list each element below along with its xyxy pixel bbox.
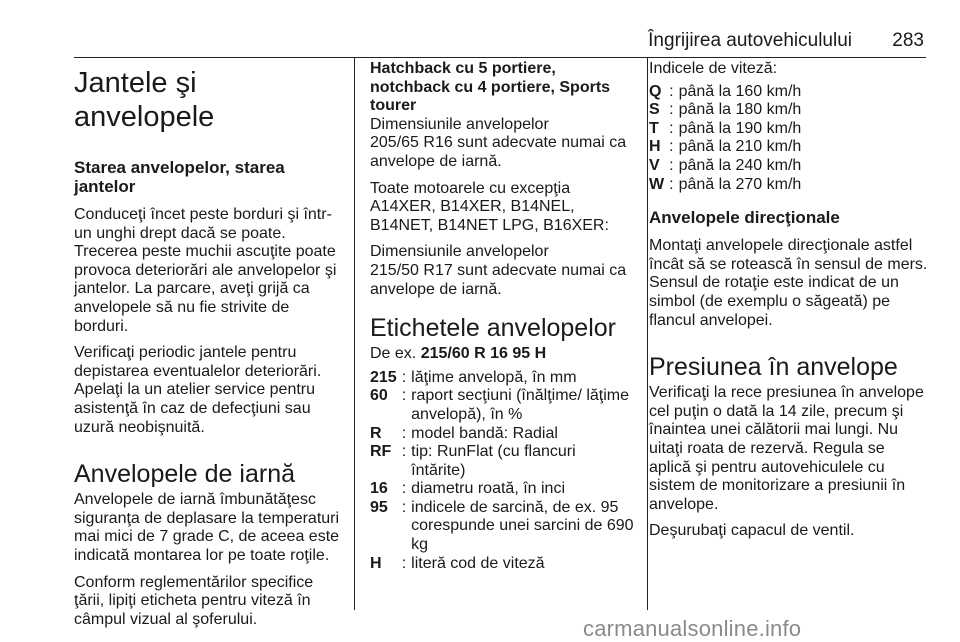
winter-paragraph-2: Conform reglementărilor specifice ţării, lipiţi eticheta pentru viteză în câmpul vizual al şoferului. [74,573,314,628]
code-description: literă cod de viteză [411,554,545,572]
condition-heading: Starea anvelopelor, starea jantelor [74,158,285,196]
code-row [649,157,801,176]
code-description: până la 210 km/h [678,138,802,156]
models-heading: Hatchback cu 5 portiere, notchback cu 4 portiere, Sports tourer [370,60,611,115]
code-description: model bandă: Radial [411,424,558,442]
code-key: R [370,424,382,442]
code-separator: : [669,119,674,137]
code-row [649,176,801,195]
watermark: carmanualsonline.info [583,616,802,641]
code-separator: : [401,554,407,572]
size-text-2: 215/50 R17 sunt adecvate numai ca anvelope de iarnă. [370,261,627,298]
code-separator: : [669,156,674,174]
code-row [649,120,801,139]
code-key: H [649,138,661,156]
code-separator: : [401,387,407,405]
code-key: 60 [370,387,388,405]
example-line [370,345,634,364]
column-right [649,60,929,549]
code-separator: : [401,368,407,386]
code-key: S [649,101,660,119]
pressure-heading: Presiunea în anvelope [649,353,898,382]
code-description: până la 240 km/h [678,156,802,174]
code-key: W [649,175,665,193]
code-row [649,83,801,102]
tire-labels-heading: Etichetele anvelopelor [370,314,616,343]
size-text-1: 205/65 R16 sunt adecvate numai ca anvelope de iarnă. [370,134,627,170]
code-row [370,443,634,480]
code-key: 95 [370,498,388,516]
code-description: indicele de sarcină, de ex. 95 corespunde unei sarcini de 690 kg [411,498,634,554]
code-description: tip: RunFlat (cu flancuri întărite) [411,443,576,479]
code-row [370,555,634,574]
speed-intro: Indicele de viteză: [649,60,778,77]
pressure-paragraph-1: Verificaţi la rece presiunea în anvelope cel puţin o dată la 14 zile, precum şi înaintea unei călătorii mai lungi. Nu uitaţi roata de rezervă. Regula se aplică şi pentru autovehiculele cu sistem de monitorizare a presiunii în anvelope. [649,384,924,513]
size-label-1: Dimensiunile anvelopelor [370,115,549,133]
code-separator: : [669,175,674,193]
winter-paragraph-1: Anvelopele de iarnă îmbunătăţesc siguranţa de deplasare la temperaturi mai mici de 7 grade C, de aceea este indicată montarea lor pe toate roţile. [74,491,340,564]
code-row [370,480,634,499]
code-key: Q [649,82,662,100]
code-separator: : [401,498,407,516]
condition-paragraph-1: Conduceţi încet peste borduri şi într-un unghi drept dacă se poate. Trecerea peste muchii ascuţite poate provoca deteriorări ale anvelopelor şi jantelor. La parcare, aveţi grijă ca anvelopele să nu fie strivite de borduri. [74,206,337,335]
page-header [74,0,926,58]
code-row [370,425,634,444]
code-row [649,101,801,120]
code-separator: : [669,138,674,156]
chapter-title: Îngrijirea autovehiculului [648,30,852,51]
code-separator: : [669,101,674,119]
code-description: lăţime anvelopă, în mm [411,368,577,386]
directional-text: Montaţi anvelopele direcţionale astfel încât să se rotească în sensul de mers. Sensul de rotaţie este indicat de un simbol (de exemplu o săgeată) pe flancul anvelopei. [649,237,928,329]
column-left [74,60,340,637]
section-title: Jantele şi anvelopele [74,67,215,133]
code-key: 16 [370,480,388,498]
code-key: 215 [370,368,397,386]
code-row [649,138,801,157]
speed-code-table [649,83,801,195]
code-description: până la 270 km/h [678,175,802,193]
directional-heading: Anvelopele direcţionale [649,208,840,228]
example-prefix: De ex. [370,345,417,363]
example-code: 215/60 R 16 95 H [420,345,547,363]
size-label-2: Dimensiunile anvelopelor [370,243,549,261]
column-divider-left [354,57,355,610]
code-description: diametru roată, în inci [411,480,566,498]
code-key: V [649,156,660,174]
column-middle [370,60,634,581]
code-key: RF [370,443,392,461]
code-separator: : [401,443,407,461]
code-description: raport secţiuni (înălţime/ lăţime anvelopă), în % [411,387,630,423]
page-number: 283 [892,30,924,51]
code-description: până la 190 km/h [678,119,802,137]
code-row [370,369,634,388]
tire-code-table [370,369,634,574]
pressure-paragraph-2: Deşurubaţi capacul de ventil. [649,522,855,540]
code-separator: : [401,424,407,442]
code-separator: : [669,82,674,100]
code-row [370,499,634,555]
code-key: H [370,554,382,572]
engines-text: Toate motoarele cu excepţia A14XER, B14XER, B14NEL, B14NET, B14NET LPG, B16XER: [370,179,609,234]
winter-tires-heading: Anvelopele de iarnă [74,460,295,489]
condition-paragraph-2: Verificaţi periodic jantele pentru depistarea eventualelor deteriorări. Apelaţi la un atelier service pentru asistenţă în caz de defecţiuni sau uzură neobişnuită. [74,344,322,436]
code-description: până la 160 km/h [678,82,802,100]
code-row [370,387,634,424]
code-description: până la 180 km/h [678,101,802,119]
code-key: T [649,119,659,137]
code-separator: : [401,480,407,498]
